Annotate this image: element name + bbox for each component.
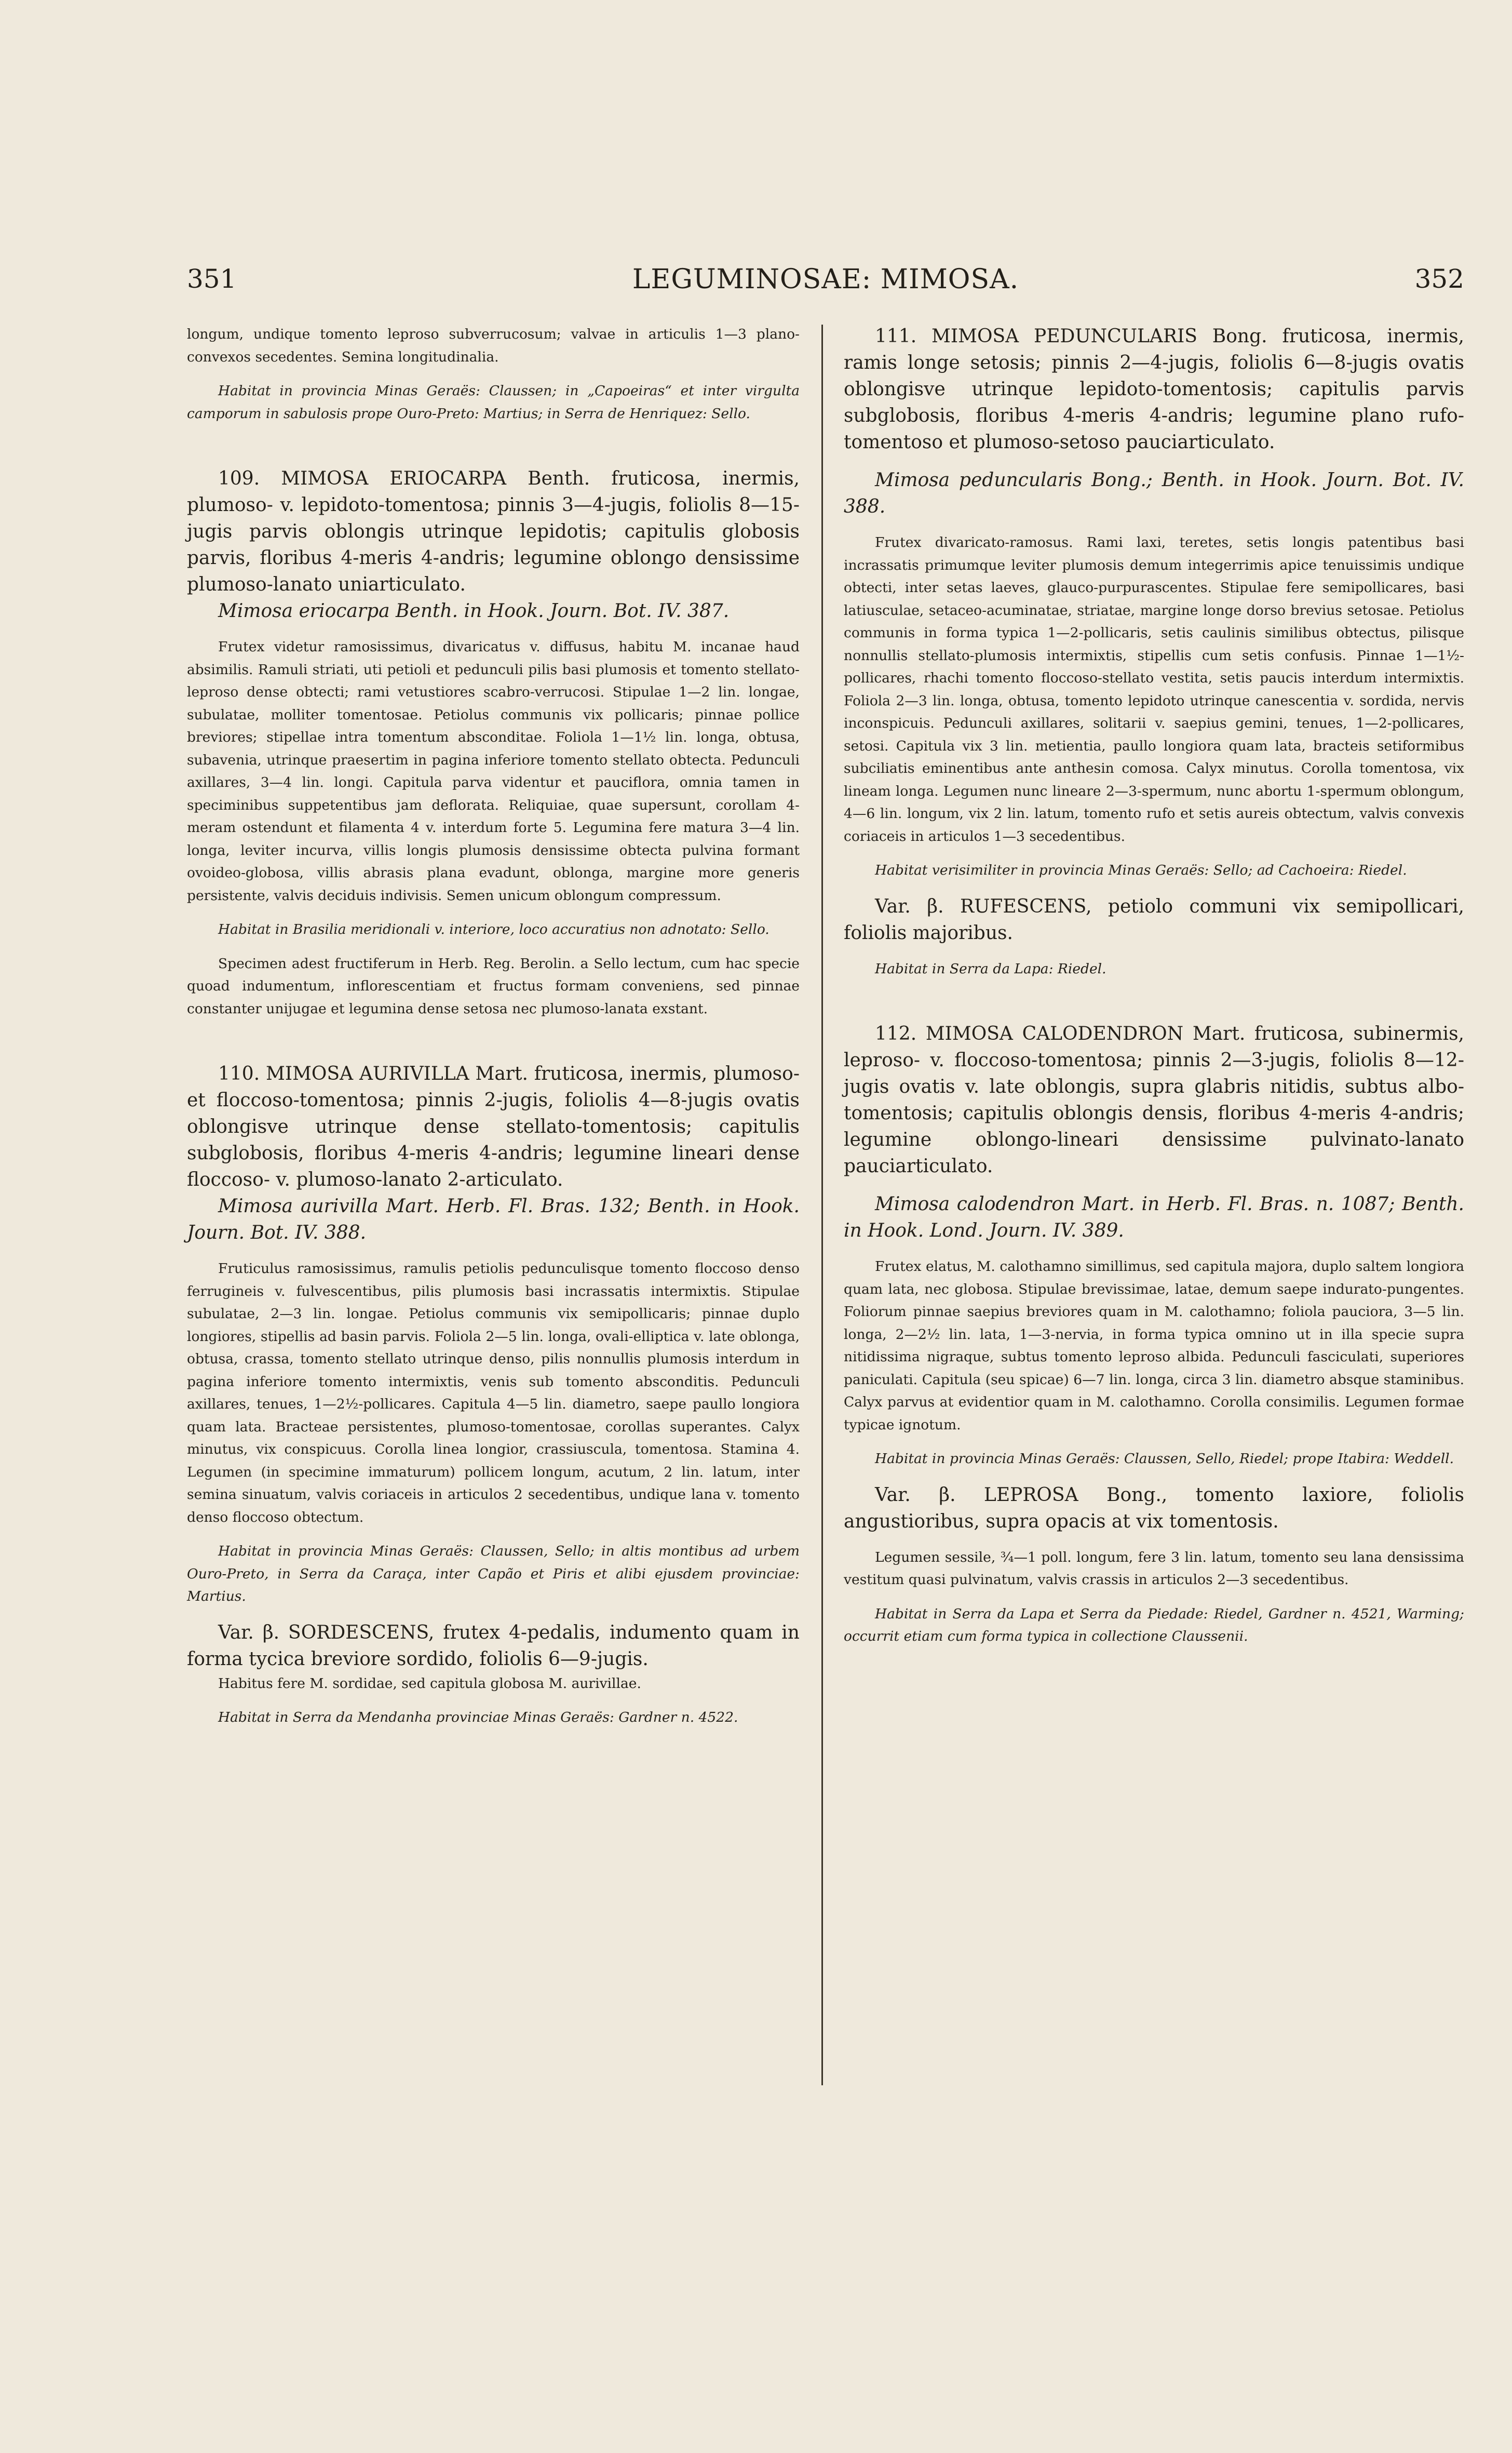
page-number-right: 352 (1414, 264, 1464, 294)
right-paragraph: Frutex elatus, M. calothamno simillimus, sed capitula majora, duplo saltem longiora quam lata, nec globosa. Stipulae brevissimae, latae, demum saepe indurato-pungentes. Foliorum pinnae saepius breviores quam in M. calothamno; foliola pauciora, 3—5 lin. longa, 2—2½ lin. lata, 1—3-nervia, in forma typica omnino ut in illa specie supra nitidissima nigraque, subtus tomento leproso albida. Pedunculi fasciculati, superiores paniculati. Capitula (seu spicae) 6—7 lin. longa, circa 3 lin. diametro absque staminibus. Calyx parvus at evidentior quam in M. calothamno. Corolla consimilis. Legumen formae typicae ignotum. (844, 1258, 1464, 1433)
left-paragraph: Habitat in provincia Minas Geraës: Claussen, Sello; in altis montibus ad urbem Ouro-Preto, in Serra da Caraça, inter Capão et Piris et alibi ejusdem provinciae: Martius. (187, 1543, 800, 1604)
right-paragraph: Habitat in provincia Minas Geraës: Claussen, Sello, Riedel; prope Itabira: Weddell. (875, 1451, 1454, 1467)
right-paragraph: Habitat in Serra da Lapa et Serra da Piedade: Riedel, Gardner n. 4521, Warming; occurrit etiam cum forma typica in collectione Claussenii. (844, 1605, 1464, 1644)
page-header (187, 264, 1464, 305)
left-paragraph: Habitat in Brasilia meridionali v. interiore, loco accuratius non adnotato: Sello. (218, 921, 770, 937)
left-paragraph: Var. β. SORDESCENS, frutex 4-pedalis, indumento quam in forma tycica breviore sordido, foliolis 6—9-jugis. (187, 1621, 800, 1670)
column-divider (821, 325, 823, 2085)
left-paragraph: longum, undique tomento leproso subverrucosum; valvae in articulis 1—3 plano-convexos secedentes. Semina longitudinalia. (187, 326, 800, 365)
right-paragraph: Mimosa peduncularis Bong.; Benth. in Hook. Journ. Bot. IV. 388. (844, 470, 1464, 517)
left-paragraph: 109. MIMOSA ERIOCARPA Benth. fruticosa, inermis, plumoso- v. lepidoto-tomentosa; pinnis 3—4-jugis, foliolis 8—15-jugis parvis oblongis utrinque lepidotis; capitulis globosis parvis, floribus 4-meris 4-andris; legumine oblongo densissime plumoso-lanato uniarticulato. (187, 468, 800, 595)
left-paragraph: Frutex videtur ramosissimus, divaricatus v. diffusus, habitu M. incanae haud absimilis. Ramuli striati, uti petioli et pedunculi pilis basi plumosis et tomento stellato-leproso dense obtecti; rami vetustiores scabro-verrucosi. Stipulae 1—2 lin. longae, subulatae, molliter tomentosae. Petiolus communis vix pollicaris; pinnae pollice breviores; stipellae intra tomentum absconditae. Foliola 1—1½ lin. longa, obtusa, subavenia, utrinque praesertim in pagina inferiore tomento stellato obtecta. Pedunculi axillares, 3—4 lin. longi. Capitula parva videntur et pauciflora, omnia tamen in speciminibus suppetentibus jam deflorata. Reliquiae, quae supersunt, corollam 4-meram ostendunt et filamenta 4 v. interdum forte 5. Legumina fere matura 3—4 lin. longa, leviter incurva, villis longis plumosis densissime obtecta pulvina formant ovoideo-globosa, villis abrasis plana evadunt, oblonga, margine more generis persistente, valvis deciduis indivisis. Semen unicum oblongum compressum. (187, 639, 800, 904)
right-paragraph: Frutex divaricato-ramosus. Rami laxi, teretes, setis longis patentibus basi incrassatis primumque leviter plumosis demum integerrimis apice tenuissimis undique obtecti, inter setas laeves, glauco-purpurascentes. Stipulae fere semipollicares, basi latiusculae, setaceo-acuminatae, striatae, margine longe dorso brevius setosae. Petiolus communis in forma typica 1—2-pollicaris, setis caulinis similibus obtectus, pilisque nonnullis stellato-plumosis intermixtis, stipellis cum setis confusis. Pinnae 1—1½-pollicares, rhachi tomento floccoso-stellato vestita, setis paucis interdum intermixtis. Foliola 2—3 lin. longa, obtusa, tomento lepidoto utrinque canescentia v. sordida, nervis inconspicuis. Pedunculi axillares, solitarii v. saepius gemini, tenues, 1—2-pollicares, setosi. Capitula vix 3 lin. metientia, paullo longiora quam lata, bracteis setiformibus subciliatis eminentibus ante anthesin comosa. Calyx minutus. Corolla tomentosa, vix lineam longa. Legumen nunc lineare 2—3-spermum, nunc abortu 1-spermum oblongum, 4—6 lin. longum, vix 2 lin. latum, tomento rufo et setis aureis obtectum, valvis convexis coriaceis in articulos 1—3 secedentibus. (844, 534, 1464, 845)
left-paragraph: Habitat in Serra da Mendanha provinciae Minas Geraës: Gardner n. 4522. (218, 1709, 738, 1725)
right-paragraph: Var. β. RUFESCENS, petiolo communi vix semipollicari, foliolis majoribus. (844, 895, 1464, 944)
right-paragraph: Legumen sessile, ¾—1 poll. longum, fere 3 lin. latum, tomento seu lana densissima vestitum quasi pulvinatum, valvis crassis in articulos 2—3 secedentibus. (844, 1549, 1464, 1588)
left-column (187, 323, 800, 1729)
right-paragraph: 112. MIMOSA CALODENDRON Mart. fruticosa, subinermis, leproso- v. floccoso-tomentosa; pinnis 2—3-jugis, foliolis 8—12-jugis ovatis v. late oblongis, supra glabris nitidis, subtus albo-tomentosis; capitulis oblongis densis, floribus 4-meris 4-andris; legumine oblongo-lineari densissime pulvinato-lanato pauciarticulato. (844, 1023, 1464, 1177)
right-column (844, 323, 1464, 1648)
right-paragraph: Var. β. LEPROSA Bong., tomento laxiore, foliolis angustioribus, supra opacis at vix tomentosis. (844, 1484, 1464, 1532)
right-paragraph: Habitat verisimiliter in provincia Minas Geraës: Sello; ad Cachoeira: Riedel. (875, 862, 1407, 878)
right-paragraph: 111. MIMOSA PEDUNCULARIS Bong. fruticosa, inermis, ramis longe setosis; pinnis 2—4-jugis, foliolis 6—8-jugis ovatis oblongisve utrinque lepidoto-tomentosis; capitulis parvis subglobosis, floribus 4-meris 4-andris; legumine plano rufo-tomentoso et plumoso-setoso pauciarticulato. (844, 326, 1464, 453)
right-paragraph: Habitat in Serra da Lapa: Riedel. (875, 960, 1106, 977)
running-title: LEGUMINOSAE: MIMOSA. (632, 264, 1019, 295)
left-paragraph: Mimosa aurivilla Mart. Herb. Fl. Bras. 132; Benth. in Hook. Journ. Bot. IV. 388. (187, 1196, 800, 1243)
left-paragraph: 110. MIMOSA AURIVILLA Mart. fruticosa, inermis, plumoso- et floccoso-tomentosa; pinnis 2-jugis, foliolis 4—8-jugis ovatis oblongisve utrinque dense stellato-tomentosis; capitulis subglobosis, floribus 4-meris 4-andris; legumine lineari dense floccoso- v. plumoso-lanato 2-articulato. (187, 1063, 800, 1190)
left-paragraph: Specimen adest fructiferum in Herb. Reg. Berolin. a Sello lectum, cum hac specie quoad indumentum, inflorescentiam et fructus formam conveniens, sed pinnae constanter unijugae et legumina dense setosa nec plumoso-lanata exstant. (187, 955, 800, 1017)
page-number-left: 351 (187, 264, 237, 294)
left-paragraph: Fruticulus ramosissimus, ramulis petiolis pedunculisque tomento floccoso denso ferrugineis v. fulvescentibus, pilis plumosis basi incrassatis intermixtis. Stipulae subulatae, 2—3 lin. longae. Petiolus communis vix semipollicaris; pinnae duplo longiores, stipellis ad basin parvis. Foliola 2—5 lin. longa, ovali-elliptica v. late oblonga, obtusa, crassa, tomento stellato utrinque denso, pilis nonnullis plumosis interdum in pagina inferiore tomento intermixtis, venis sub tomento absconditis. Pedunculi axillares, tenues, 1—2½-pollicares. Capitula 4—5 lin. diametro, saepe paullo longiora quam lata. Bracteae persistentes, plumoso-tomentosae, corollas superantes. Calyx minutus, vix conspicuus. Corolla linea longior, crassiuscula, tomentosa. Stamina 4. Legumen (in specimine immaturum) pollicem longum, acutum, 2 lin. latum, inter semina sinuatum, valvis coriaceis in articulos 2 secedentibus, undique lana v. tomento denso floccoso obtectum. (187, 1261, 800, 1525)
left-paragraph: Habitus fere M. sordidae, sed capitula globosa M. aurivillae. (218, 1675, 641, 1692)
left-paragraph: Mimosa eriocarpa Benth. in Hook. Journ. Bot. IV. 387. (218, 600, 730, 622)
left-paragraph: Habitat in provincia Minas Geraës: Claussen; in „Capoeiras“ et inter virgulta camporum in sabulosis prope Ouro-Preto: Martius; in Serra de Henriquez: Sello. (187, 383, 800, 422)
right-paragraph: Mimosa calodendron Mart. in Herb. Fl. Bras. n. 1087; Benth. in Hook. Lond. Journ. IV. 389. (844, 1194, 1464, 1241)
